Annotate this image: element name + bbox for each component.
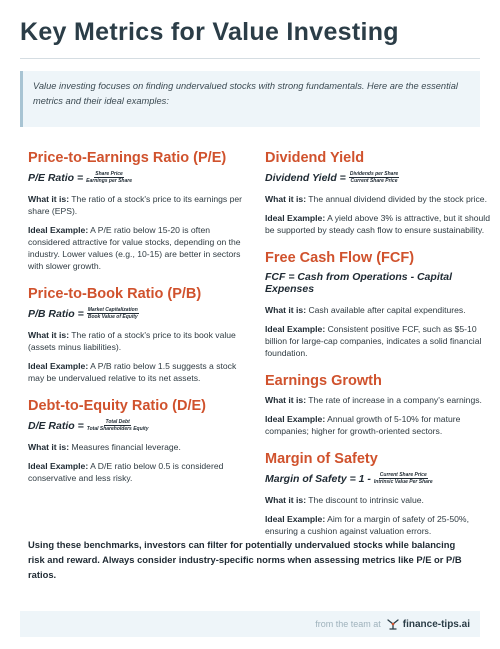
ideal-example	[265, 413, 490, 437]
what-text: The annual dividend divided by the stock price.	[306, 194, 487, 204]
brand-logo-icon	[387, 618, 399, 630]
ideal-text: A D/E ratio below 0.5 is considered conservative and less risky.	[28, 461, 224, 483]
metric-dividend-yield	[265, 150, 490, 236]
what-it-is	[265, 494, 490, 506]
what-text: The discount to intrinsic value.	[306, 495, 424, 505]
what-it-is	[265, 394, 490, 406]
formula-denominator: Book Value of Equity	[87, 314, 138, 320]
ideal-text: Annual growth of 5-10% for mature companies; higher for growth-oriented sectors.	[265, 414, 461, 436]
metric-formula	[265, 472, 490, 485]
what-text: The ratio of a stock's price to its book value (assets minus liabilities).	[28, 330, 236, 352]
formula-numerator: Market Capitalization	[87, 307, 138, 313]
ideal-label: Ideal Example:	[28, 461, 89, 471]
ideal-example	[28, 360, 253, 384]
formula-lhs: Dividend Yield =	[265, 171, 346, 184]
metric-fcf	[265, 250, 490, 359]
ideal-text: A P/E ratio below 15-20 is often considered attractive for value stocks, depending on the industry. Lower values (e.g., 10-15) are better in sectors with slower growth.	[28, 225, 241, 271]
ideal-example	[28, 224, 253, 272]
formula-fraction	[374, 472, 433, 485]
ideal-label: Ideal Example:	[28, 225, 89, 235]
metric-heading: Price-to-Book Ratio (P/B)	[28, 286, 202, 302]
intro-text: Value investing focuses on finding undervalued stocks with strong fundamentals. Here are the essential metrics and their ideal examples:	[33, 81, 458, 106]
metric-heading: Dividend Yield	[265, 150, 365, 166]
metric-heading: Free Cash Flow (FCF)	[265, 250, 415, 266]
what-text: Measures financial leverage.	[69, 442, 181, 452]
formula-denominator: Intrinsic Value Per Share	[373, 479, 433, 485]
ideal-label: Ideal Example:	[265, 514, 326, 524]
intro-callout	[20, 71, 480, 127]
metric-pb	[28, 286, 253, 384]
what-it-is	[265, 304, 490, 316]
metric-heading: Earnings Growth	[265, 373, 382, 389]
what-label: What it is:	[28, 330, 70, 340]
metric-heading: Price-to-Earnings Ratio (P/E)	[28, 150, 227, 166]
formula-denominator: Earnings per Share	[86, 178, 132, 184]
formula-fraction	[87, 307, 139, 320]
formula-numerator: Dividends per Share	[349, 171, 399, 177]
what-label: What it is:	[28, 442, 70, 452]
formula-lhs: D/E Ratio =	[28, 419, 84, 432]
formula-fraction	[349, 171, 399, 184]
metric-earnings-growth	[265, 373, 490, 437]
metric-formula	[28, 171, 253, 184]
metric-heading: Margin of Safety	[265, 451, 378, 467]
metric-heading: Debt-to-Equity Ratio (D/E)	[28, 398, 207, 414]
formula-lhs: P/B Ratio =	[28, 307, 84, 320]
ideal-example	[265, 513, 490, 537]
formula-denominator: Total Shareholders Equity	[86, 426, 149, 432]
metric-margin-of-safety	[265, 451, 490, 537]
what-label: What it is:	[265, 305, 307, 315]
ideal-label: Ideal Example:	[265, 414, 326, 424]
right-column	[265, 150, 490, 551]
title-divider	[20, 58, 480, 59]
ideal-label: Ideal Example:	[265, 213, 326, 223]
what-label: What it is:	[265, 495, 307, 505]
formula-fraction	[87, 419, 149, 432]
metric-formula	[265, 171, 490, 184]
formula-numerator: Current Share Price	[379, 472, 427, 478]
what-text: The ratio of a stock's price to its earnings per share (EPS).	[28, 194, 243, 216]
formula-numerator: Share Price	[95, 171, 123, 177]
ideal-label: Ideal Example:	[28, 361, 89, 371]
ideal-text: Consistent positive FCF, such as $5-10 billion for large-cap companies, indicates a solid financial foundation.	[265, 324, 482, 358]
what-text: Cash available after capital expenditures.	[306, 305, 466, 315]
page-title: Key Metrics for Value Investing	[20, 18, 399, 46]
ideal-text: A P/B ratio below 1.5 suggests a stock may be undervalued relative to its net assets.	[28, 361, 237, 383]
metric-formula	[28, 419, 253, 432]
what-label: What it is:	[265, 395, 307, 405]
left-column	[28, 150, 253, 498]
formula-lhs: Margin of Safety = 1 -	[265, 472, 371, 485]
what-label: What it is:	[265, 194, 307, 204]
what-text: The rate of increase in a company's earnings.	[306, 395, 482, 405]
what-it-is	[28, 193, 253, 217]
formula-numerator: Total Debt	[105, 419, 130, 425]
ideal-text: A yield above 3% is attractive, but it should be supported by steady cash flow to ensure sustainability.	[265, 213, 490, 235]
what-it-is	[265, 193, 490, 205]
brand-name[interactable]: finance-tips.ai	[402, 618, 470, 630]
what-it-is	[28, 441, 253, 453]
metric-formula: FCF = Cash from Operations - Capital Expenses	[265, 271, 452, 295]
formula-lhs: P/E Ratio =	[28, 171, 84, 184]
metric-de	[28, 398, 253, 484]
ideal-example	[265, 212, 490, 236]
summary-text: Using these benchmarks, investors can filter for potentially undervalued stocks while balancing risk and reward. Always consider industry-specific norms when assessing metrics like P/E or P/B ratios.	[28, 539, 462, 580]
metric-pe	[28, 150, 253, 272]
footer-prefix: from the team at	[315, 619, 381, 629]
metric-formula	[28, 307, 253, 320]
what-it-is	[28, 329, 253, 353]
formula-denominator: Current Share Price	[350, 178, 398, 184]
ideal-text: Aim for a margin of safety of 25-50%, ensuring a cushion against valuation errors.	[265, 514, 469, 536]
formula-fraction	[86, 171, 132, 184]
ideal-label: Ideal Example:	[265, 324, 326, 334]
footer-bar	[20, 611, 480, 637]
ideal-example	[28, 460, 253, 484]
what-label: What it is:	[28, 194, 70, 204]
ideal-example	[265, 323, 490, 359]
